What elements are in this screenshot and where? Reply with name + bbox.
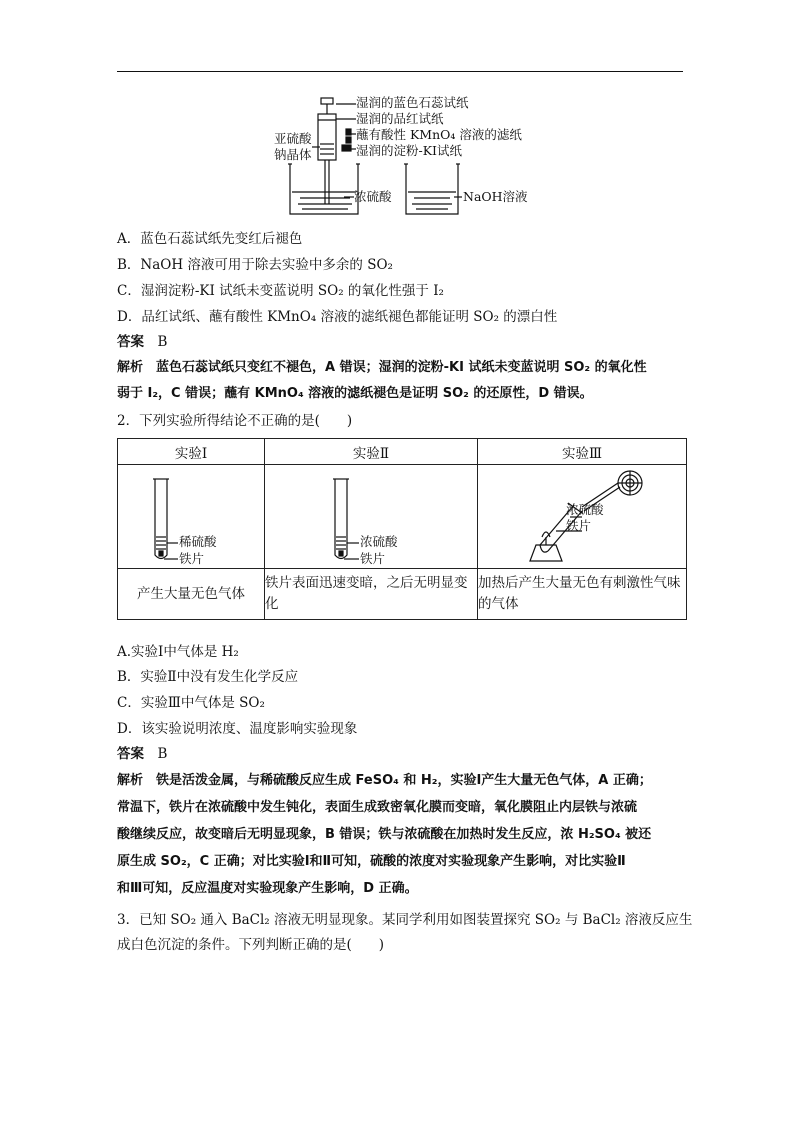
label-sulfite-2: 钠晶体 bbox=[274, 147, 312, 162]
q2-option-d: D．该实验说明浓度、温度影响实验现象 bbox=[117, 721, 358, 737]
label-naoh: NaOH溶液 bbox=[463, 189, 528, 204]
label-starch-ki-paper: 湿润的淀粉-KI试纸 bbox=[356, 143, 463, 158]
exp3-figure-cell bbox=[478, 465, 687, 569]
q2-option-c: C．实验Ⅲ中气体是 SO₂ bbox=[117, 695, 265, 711]
exp2-label-acid: 浓硫酸 bbox=[360, 534, 398, 549]
analysis-text: 铁是活泼金属，与稀硫酸反应生成 FeSO₄ 和 H₂，实验Ⅰ产生大量无色气体，A 正确； bbox=[156, 773, 652, 788]
table-header-exp3: 实验Ⅲ bbox=[478, 439, 687, 465]
exp1-result: 产生大量无色气体 bbox=[118, 569, 265, 620]
exp2-label-iron: 铁片 bbox=[360, 551, 386, 566]
exp3-label-acid: 浓硫酸 bbox=[566, 502, 604, 517]
label-sulfite-1: 亚硫酸 bbox=[274, 131, 312, 146]
q1-analysis-line1 bbox=[117, 359, 647, 377]
q2-stem: 2．下列实验所得结论不正确的是( ) bbox=[117, 413, 353, 429]
label-kmno4-paper: 蘸有酸性 KMnO₄ 溶液的滤纸 bbox=[356, 127, 522, 142]
q1-option-d: D．品红试纸、蘸有酸性 KMnO₄ 溶液的滤纸褪色都能证明 SO₂ 的漂白性 bbox=[117, 309, 558, 325]
q2-analysis-line5: 和Ⅲ可知，反应温度对实验现象产生影响，D 正确。 bbox=[117, 881, 418, 896]
analysis-text: 蓝色石蕊试纸只变红不褪色，A 错误；湿润的淀粉-KI 试纸未变蓝说明 SO₂ 的氧化性 bbox=[156, 360, 647, 375]
label-pinred-paper: 湿润的品红试纸 bbox=[356, 111, 444, 126]
answer-value: B bbox=[157, 746, 168, 762]
q1-analysis-line2: 弱于 I₂，C 错误；蘸有 KMnO₄ 溶液的滤纸褪色是证明 SO₂ 的还原性，D 错误。 bbox=[117, 386, 593, 401]
exp2-figure-cell bbox=[265, 465, 478, 569]
q3-stem-line1: 3．已知 SO₂ 通入 BaCl₂ 溶液无明显现象。某同学利用如图装置探究 SO₂ 与 BaCl₂ 溶液反应生 bbox=[117, 912, 693, 928]
q2-answer bbox=[117, 745, 167, 763]
answer-value: B bbox=[157, 334, 168, 350]
q2-analysis-line2: 常温下，铁片在浓硫酸中发生钝化，表面生成致密氧化膜而变暗，氧化膜阻止内层铁与浓硫 bbox=[117, 800, 638, 815]
exp3-result: 加热后产生大量无色有刺激性气味的气体 bbox=[478, 569, 687, 620]
experiment-table bbox=[117, 438, 687, 620]
figure-syringe-apparatus bbox=[260, 92, 560, 222]
q1-option-c: C．湿润淀粉-KI 试纸未变蓝说明 SO₂ 的氧化性强于 I₂ bbox=[117, 283, 444, 299]
q2-option-a: A.实验Ⅰ中气体是 H₂ bbox=[117, 644, 239, 660]
q3-stem-line2: 成白色沉淀的条件。下列判断正确的是( ) bbox=[117, 937, 385, 953]
analysis-label: 解析 bbox=[117, 360, 144, 375]
analysis-label: 解析 bbox=[117, 773, 144, 788]
exp3-label-iron: 铁片 bbox=[566, 518, 592, 533]
q1-option-b: B．NaOH 溶液可用于除去实验中多余的 SO₂ bbox=[117, 257, 393, 273]
answer-label: 答案 bbox=[117, 334, 144, 350]
q2-analysis-line1 bbox=[117, 772, 652, 790]
label-conc-sulfuric: 浓硫酸 bbox=[354, 189, 392, 204]
table-header-exp2: 实验Ⅱ bbox=[265, 439, 478, 465]
q1-option-a: A．蓝色石蕊试纸先变红后褪色 bbox=[117, 231, 303, 247]
exp2-result: 铁片表面迅速变暗，之后无明显变化 bbox=[265, 569, 478, 620]
exp1-label-acid: 稀硫酸 bbox=[179, 534, 217, 549]
q1-answer bbox=[117, 333, 167, 351]
q2-analysis-line3: 酸继续反应，故变暗后无明显现象，B 错误；铁与浓硫酸在加热时发生反应，浓 H₂SO₄ 被还 bbox=[117, 827, 652, 842]
table-header-exp1: 实验Ⅰ bbox=[118, 439, 265, 465]
label-litmus-paper: 湿润的蓝色石蕊试纸 bbox=[356, 95, 469, 110]
q2-option-b: B．实验Ⅱ中没有发生化学反应 bbox=[117, 669, 299, 685]
exp1-figure-cell bbox=[118, 465, 265, 569]
exp1-label-iron: 铁片 bbox=[179, 551, 205, 566]
header-rule bbox=[117, 71, 683, 72]
q2-analysis-line4: 原生成 SO₂，C 正确；对比实验Ⅰ和Ⅱ可知，硫酸的浓度对实验现象产生影响，对比实验Ⅱ bbox=[117, 854, 626, 869]
answer-label: 答案 bbox=[117, 746, 144, 762]
